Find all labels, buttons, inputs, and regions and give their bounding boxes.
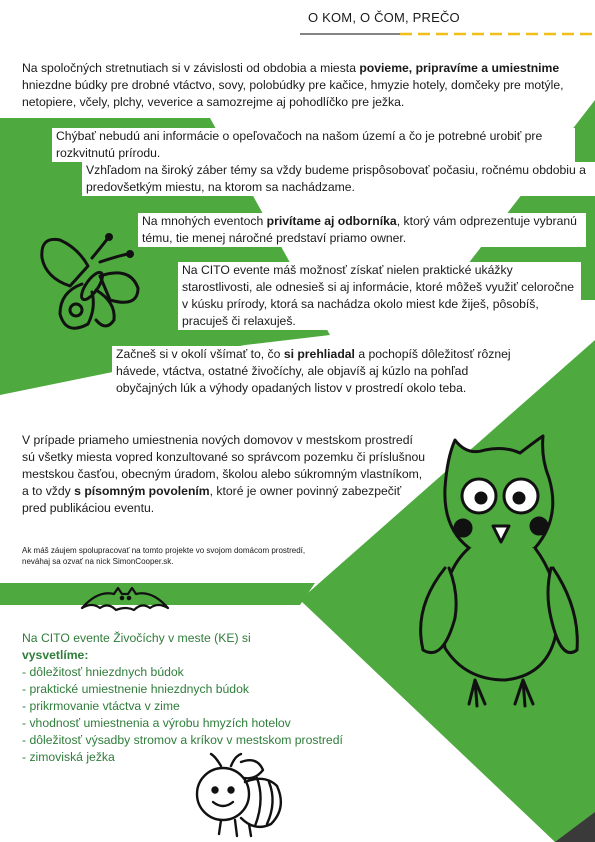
paragraph-expert (138, 213, 586, 247)
paragraph-notice-bold: si prehliadal (283, 347, 355, 361)
list-item: - dôležitosť hniezdnych búdok (22, 665, 184, 679)
list-item: - vhodnosť umiestnenia a výrobu hmyzích hotelov (22, 716, 291, 730)
paragraph-intro-text: Na spoločných stretnutiach si v závislosti od obdobia a miesta (22, 61, 360, 75)
butterfly-icon (30, 228, 150, 348)
paragraph-intro-text-end: hniezdne búdky pre drobné vtáctvo, sovy, polobúdky pre kačice, hmyzie hotely, domčeky pre motýle, netopiere, včely, plchy, veverice a samozrejme aj pohodlíčko pre ježka. (22, 78, 564, 109)
list-item: - prikrmovanie vtáctva v zime (22, 699, 180, 713)
paragraph-practical (178, 262, 581, 330)
page-title: O KOM, O ČOM, PREČO (308, 10, 460, 25)
list-item: - zimoviská ježka (22, 750, 115, 764)
paragraph-expert-bold: privítame aj odborníka (266, 214, 397, 228)
paragraph-pollinators-text: Chýbať nebudú ani informácie o opeľovačoch na našom území a čo je potrebné urobiť pre rozkvitnutú prírodu. (56, 129, 543, 160)
contact-note-text: Ak máš záujem spolupracovať na tomto projekte vo svojom domácom prostredí, neváhaj sa ozvať na nick SimonCooper.sk. (22, 546, 306, 566)
bat-icon (80, 584, 170, 620)
paragraph-notice-text: Začneš si v okolí všímať to, čo (116, 347, 284, 361)
contact-note (22, 545, 312, 567)
paragraph-permission-text-end: , ktoré je owner povinný zabezpečiť pred publikáciou eventu. (22, 484, 402, 515)
paragraph-permission (22, 432, 427, 517)
paragraph-weather (82, 162, 595, 196)
paragraph-permission-bold: s písomným povolením (74, 484, 210, 498)
owl-icon (415, 418, 585, 718)
paragraph-permission-text: V prípade priameho umiestnenia nových domovov v mestskom prostredí sú všetky miesta vopred konzultované so správcom pozemku či príslušnou mestskou časťou, obecným úradom, školou alebo súkromným vlastníkom, a to vždy (22, 433, 426, 498)
bee-icon (185, 752, 290, 842)
paragraph-notice-text-end: a pochopíš dôležitosť rôznej hávede, vtáctva, ostatné živočíchy, ale objavíš aj kúzlo na pohľad obyčajných lúk a výhody opadaných listov v prostredí okolo teba. (116, 347, 511, 395)
paragraph-expert-text-end: , ktorý vám odprezentuje vybranú tému, tie menej náročné predstaví priamo owner. (142, 214, 577, 245)
list-heading: vysvetlíme: (22, 648, 89, 662)
paragraph-practical-text: Na CITO evente máš možnosť získať nielen praktické ukážky starostlivosti, ale odnesieš si aj informácie, ktoré môžeš využiť celoročne v kúsku prírody, ktorá sa nachádza okolo miest kde žiješ, pôsobíš, pracuješ či relaxuješ. (182, 263, 575, 328)
paragraph-intro-bold: povieme, pripravíme a umiestnime (359, 61, 560, 75)
topics-list (22, 630, 362, 766)
paragraph-weather-text: Vzhľadom na široký záber témy sa vždy budeme prispôsobovať počasiu, ročnému obdobiu a predovšetkým miestu, na ktorom sa nachádzame. (86, 163, 586, 194)
paragraph-expert-text: Na mnohých eventoch (142, 214, 267, 228)
list-item: - praktické umiestnenie hniezdnych búdok (22, 682, 249, 696)
paragraph-intro (22, 60, 582, 111)
list-intro: Na CITO evente Živočíchy v meste (KE) si (22, 631, 251, 645)
list-item: - dôležitosť výsadby stromov a kríkov v mestskom prostredí (22, 733, 343, 747)
paragraph-notice (112, 346, 530, 397)
paragraph-pollinators (52, 128, 575, 162)
